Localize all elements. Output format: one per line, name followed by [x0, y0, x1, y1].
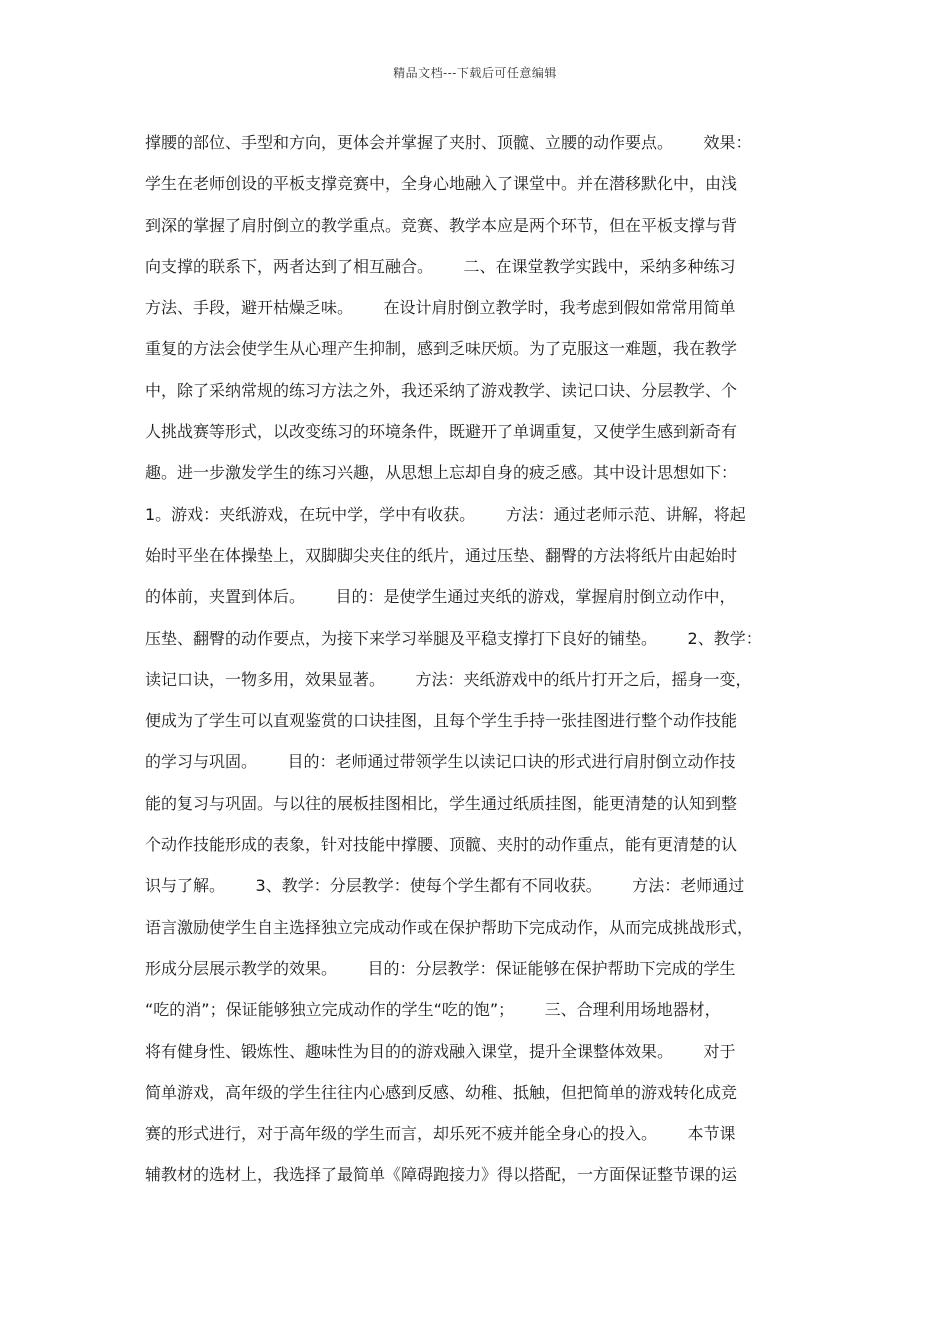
text-line: 重复的方法会使学生从心理产生抑制，感到乏味厌烦。为了克服这一难题，我在教学	[145, 339, 738, 359]
text-line: 能的复习与巩固。与以往的展板挂图相比，学生通过纸质挂图，能更清楚的认知到整	[145, 793, 738, 813]
text-line: 向支撑的联系下，两者达到了相互融合。 二、在课堂教学实践中，采纳多种练习	[145, 256, 736, 276]
text-line: 方法、手段，避开枯燥乏味。 在设计肩肘倒立教学时，我考虑到假如常常用简单	[145, 298, 736, 318]
text-line: 到深的掌握了肩肘倒立的教学重点。竞赛、教学本应是两个环节，但在平板支撑与背	[145, 215, 738, 235]
text-line: 人挑战赛等形式，以改变练习的环境条件，既避开了单调重复，又使学生感到新奇有	[145, 422, 738, 442]
text-line: 的学习与巩固。 目的：老师通过带领学生以读记口诀的形式进行肩肘倒立动作技	[145, 752, 736, 772]
text-line: 便成为了学生可以直观鉴赏的口诀挂图，且每个学生手持一张挂图进行整个动作技能	[145, 711, 738, 731]
text-line: 学生在老师创设的平板支撑竞赛中，全身心地融入了课堂中。并在潜移默化中，由浅	[145, 174, 738, 194]
text-line: “吃的消”；保证能够独立完成动作的学生“吃的饱”； 三、合理利用场地器材，	[145, 1000, 721, 1020]
text-line: 中，除了采纳常规的练习方法之外，我还采纳了游戏教学、读记口诀、分层教学、个	[145, 380, 738, 400]
text-line: 形成分层展示教学的效果。 目的：分层教学：保证能够在保护帮助下完成的学生	[145, 958, 736, 978]
text-line: 简单游戏，高年级的学生往往内心感到反感、幼稚、抵触，但把简单的游戏转化成竞	[145, 1082, 738, 1102]
text-line: 辅教材的选材上，我选择了最简单《障碍跑接力》得以搭配，一方面保证整节课的运	[145, 1165, 738, 1185]
text-line: 压垫、翻臀的动作要点，为接下来学习举腿及平稳支撑打下良好的铺垫。 2、教学：	[145, 628, 762, 648]
text-line: 始时平坐在体操垫上，双脚脚尖夹住的纸片，通过压垫、翻臀的方法将纸片由起始时	[145, 545, 738, 565]
body-text	[145, 122, 825, 1196]
text-line: 赛的形式进行，对于高年级的学生而言，却乐死不疲并能全身心的投入。 本节课	[145, 1124, 736, 1144]
text-line: 将有健身性、锻炼性、趣味性为目的的游戏融入课堂，提升全课整体效果。 对于	[145, 1041, 736, 1061]
text-line: 语言激励使学生自主选择独立完成动作或在保护帮助下完成动作，从而完成挑战形式，	[145, 917, 754, 937]
text-line: 的体前，夹置到体后。 目的：是使学生通过夹纸的游戏，掌握肩肘倒立动作中，	[145, 587, 736, 607]
page-header: 精品文档---下载后可任意编辑	[393, 66, 557, 80]
text-line: 趣。进一步激发学生的练习兴趣，从思想上忘却自身的疲乏感。其中设计思想如下：	[145, 463, 738, 483]
text-line: 个动作技能形成的表象，针对技能中撑腰、顶髋、夹肘的动作重点，能有更清楚的认	[145, 835, 738, 855]
text-line: 读记口诀，一物多用，效果显著。 方法：夹纸游戏中的纸片打开之后，摇身一变，	[145, 669, 752, 689]
text-line: 1。游戏：夹纸游戏，在玩中学，学中有收获。 方法：通过老师示范、讲解，将起	[145, 504, 746, 524]
text-line: 撑腰的部位、手型和方向，更体会并掌握了夹肘、顶髋、立腰的动作要点。 效果：	[145, 133, 752, 152]
text-line: 识与了解。 3、教学：分层教学：使每个学生都有不同收获。 方法：老师通过	[145, 876, 745, 896]
